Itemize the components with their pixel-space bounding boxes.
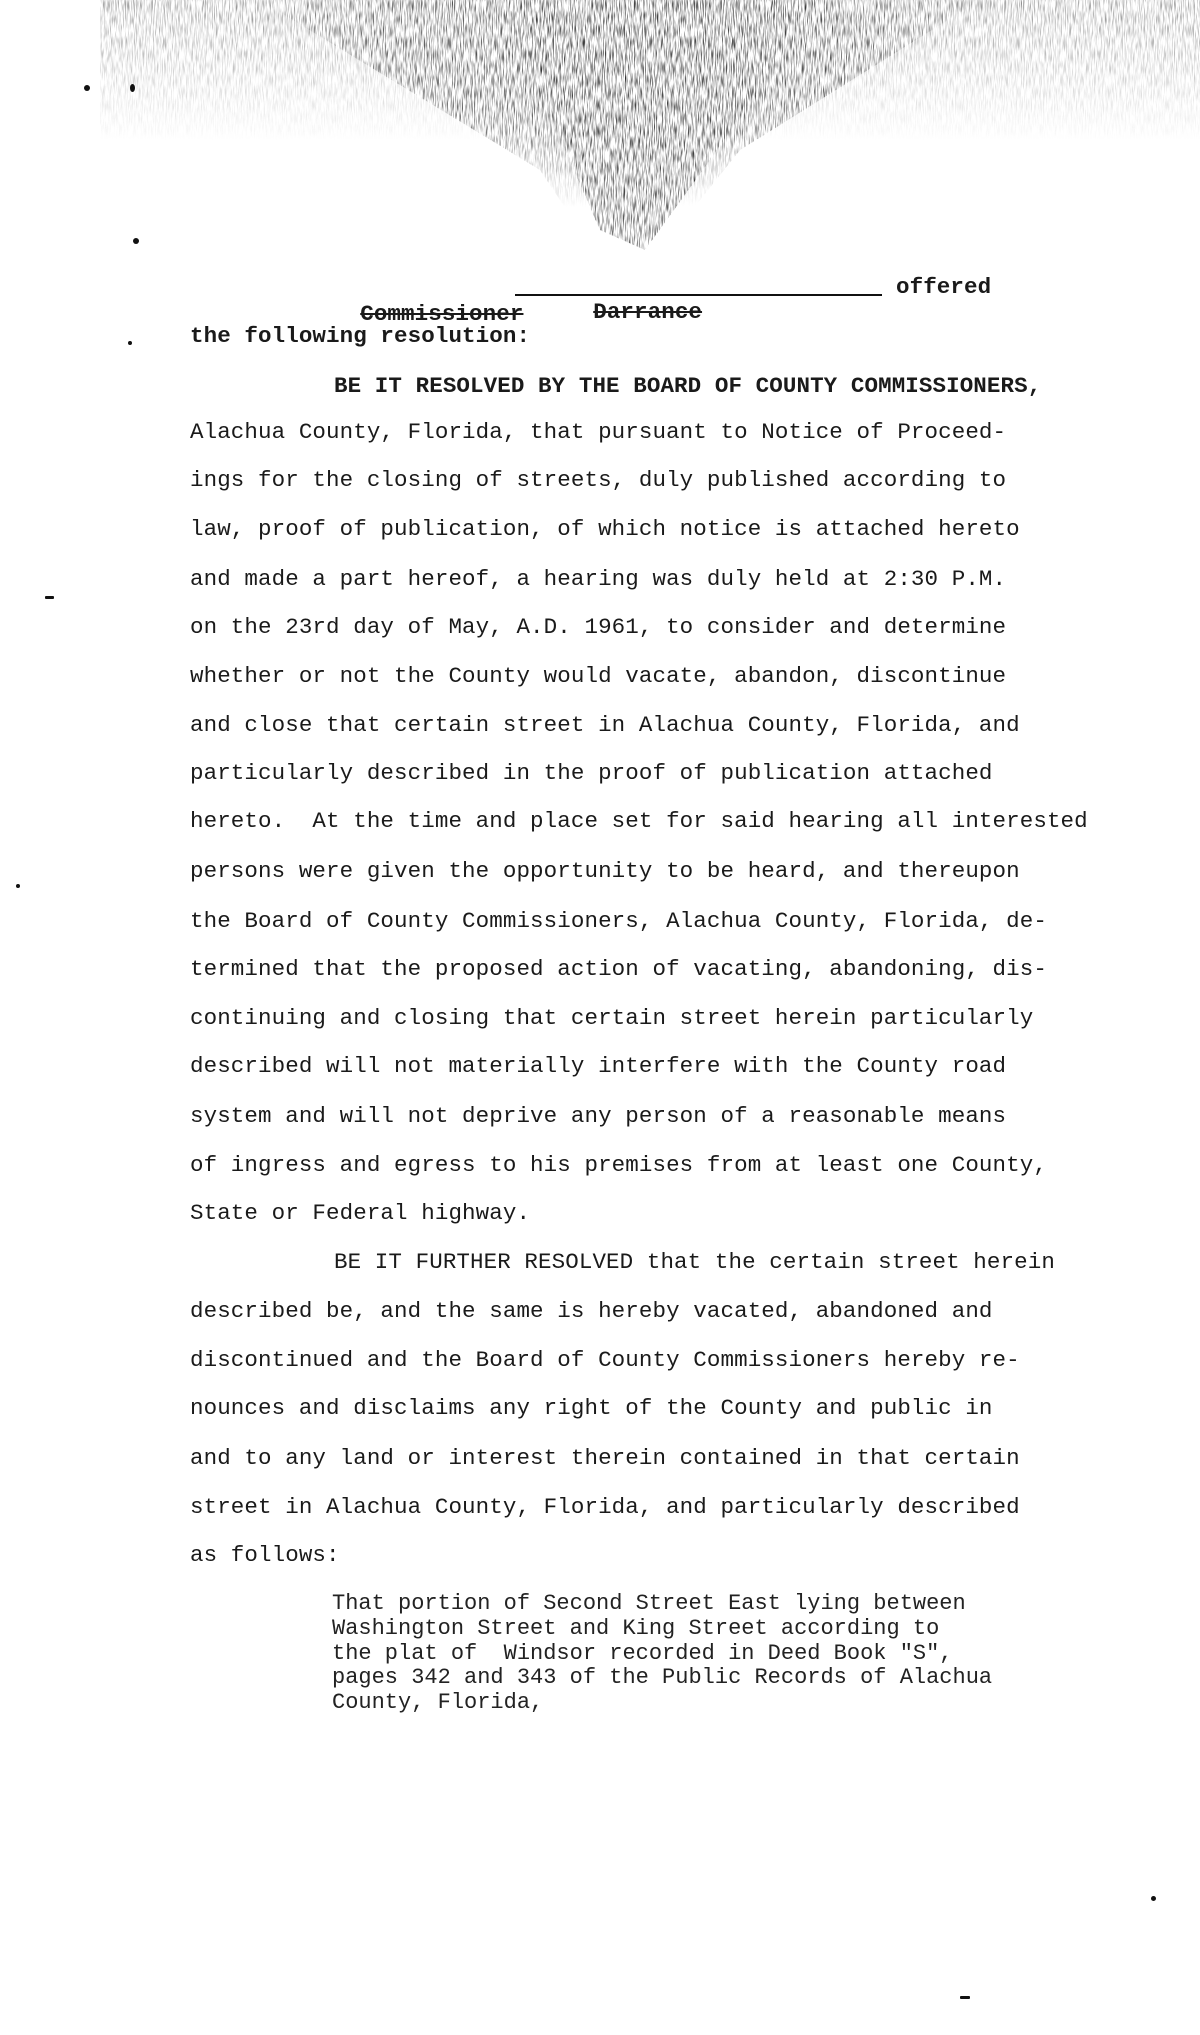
resolution-intro: the following resolution: <box>190 323 531 349</box>
paragraph-line: described will not materially interfere with the County road <box>190 1053 1007 1079</box>
copy-smudge <box>100 0 1200 300</box>
speck <box>130 84 135 92</box>
paragraph-line: hereto. At the time and place set for said hearing all interested <box>190 808 1088 834</box>
paragraph-line: nounces and disclaims any right of the County and public in <box>190 1395 993 1421</box>
offered-text: offered <box>896 274 992 300</box>
description-line: the plat of Windsor recorded in Deed Book "S", <box>332 1641 953 1666</box>
paragraph-line: described be, and the same is hereby vacated, abandoned and <box>190 1298 993 1324</box>
paragraph-line: on the 23rd day of May, A.D. 1961, to consider and determine <box>190 614 1007 640</box>
name-blank <box>515 294 882 296</box>
speck <box>84 85 90 91</box>
description-line: Washington Street and King Street according to <box>332 1616 940 1641</box>
paragraph-line: and close that certain street in Alachua County, Florida, and <box>190 712 1020 738</box>
paragraph-line: State or Federal highway. <box>190 1200 531 1226</box>
paragraph-line: persons were given the opportunity to be heard, and thereupon <box>190 858 1020 884</box>
description-line: That portion of Second Street East lying between <box>332 1591 966 1616</box>
speck <box>133 238 139 244</box>
speck <box>1151 1896 1156 1901</box>
speck <box>45 596 54 599</box>
paragraph-line: and made a part hereof, a hearing was duly held at 2:30 P.M. <box>190 566 1007 592</box>
paragraph-line: Alachua County, Florida, that pursuant to Notice of Proceed- <box>190 419 1007 445</box>
paragraph-line: and to any land or interest therein contained in that certain <box>190 1445 1020 1471</box>
paragraph-line: law, proof of publication, of which notice is attached hereto <box>190 516 1020 542</box>
speck <box>960 1996 970 1999</box>
paragraph-line: particularly described in the proof of publication attached <box>190 760 993 786</box>
paragraph-line: ings for the closing of streets, duly published according to <box>190 467 1007 493</box>
paragraph-line: as follows: <box>190 1542 340 1568</box>
speck <box>128 341 132 345</box>
paragraph-line: termined that the proposed action of vacating, abandoning, dis- <box>190 956 1047 982</box>
paragraph-line: BE IT RESOLVED BY THE BOARD OF COUNTY COMMISSIONERS, <box>334 373 1042 399</box>
paragraph-line: street in Alachua County, Florida, and particularly described <box>190 1494 1020 1520</box>
paragraph-line: the Board of County Commissioners, Alachua County, Florida, de- <box>190 908 1047 934</box>
paragraph-line: continuing and closing that certain street herein particularly <box>190 1005 1034 1031</box>
commissioner-label: Commissioner <box>360 301 524 327</box>
paragraph-line: of ingress and egress to his premises from at least one County, <box>190 1152 1047 1178</box>
paragraph-line: whether or not the County would vacate, abandon, discontinue <box>190 663 1007 689</box>
speck <box>16 884 20 888</box>
paragraph-line: discontinued and the Board of County Commissioners hereby re- <box>190 1347 1020 1373</box>
paragraph-line: system and will not deprive any person of a reasonable means <box>190 1103 1007 1129</box>
description-line: pages 342 and 343 of the Public Records of Alachua <box>332 1665 993 1690</box>
paragraph-line: BE IT FURTHER RESOLVED that the certain street herein <box>334 1249 1055 1275</box>
commissioner-name: Darrance <box>593 299 703 325</box>
description-line: County, Florida, <box>332 1690 544 1715</box>
